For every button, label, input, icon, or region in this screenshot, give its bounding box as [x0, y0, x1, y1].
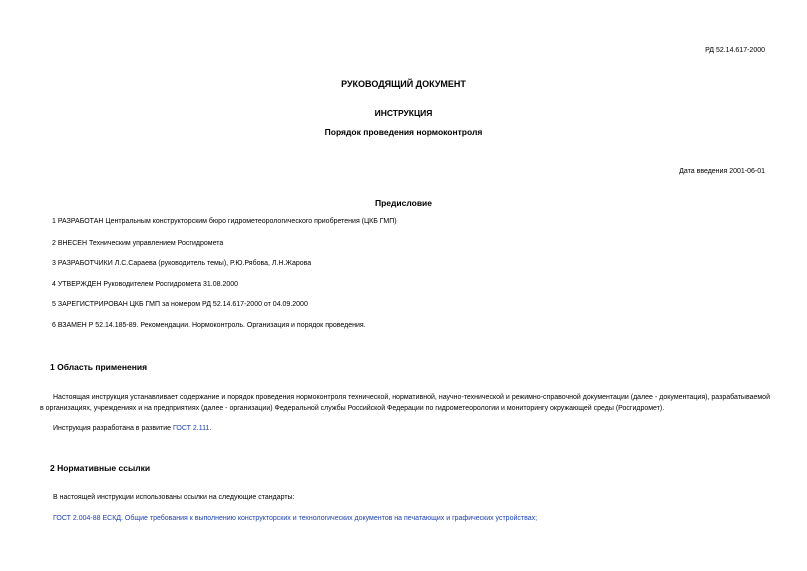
- section-1-paragraph: Настоящая инструкция устанавливает содержание и порядок проведения нормоконтроля технической, нормативной, научно-технической и режимно-справочной документации (далее - документация), разрабатываемой в организациях, учреждениях и на предприятиях (далее - организации) Федеральной службы Российской Федерации по гидрометеорологии и мониторингу окружающей среды (Росгидромет).: [40, 394, 770, 412]
- section-1-basis-paragraph: [40, 423, 770, 434]
- document-type-heading: РУКОВОДЯЩИЙ ДОКУМЕНТ: [341, 79, 466, 89]
- preface-item-3: 3 РАЗРАБОТЧИКИ Л.С.Сараева (руководитель темы), Р.Ю.Рябова, Л.Н.Жарова: [52, 260, 312, 267]
- preface-item-1: 1 РАЗРАБОТАН Центральным конструкторским бюро гидрометеорологического приобретения (ЦКБ ГМП): [52, 218, 397, 225]
- preface-heading: Предисловие: [374, 198, 433, 208]
- section-2-heading: 2 Нормативные ссылки: [50, 463, 151, 473]
- document-title: Порядок проведения нормоконтроля: [324, 127, 483, 137]
- basis-suffix: .: [209, 425, 212, 432]
- gost-2-111-link[interactable]: ГОСТ 2.111: [172, 425, 210, 432]
- introduction-date: Дата введения 2001-06-01: [679, 168, 765, 175]
- instruction-heading: ИНСТРУКЦИЯ: [374, 108, 433, 118]
- preface-item-2: 2 ВНЕСЕН Техническим управлением Росгидромета: [52, 240, 224, 247]
- reference-item-1: [40, 513, 770, 524]
- gost-2-004-88-link[interactable]: ГОСТ 2.004-88 ЕСКД. Общие требования к выполнению конструкторских и технологических документов на печатающих и графических устройствах;: [53, 515, 538, 522]
- preface-item-4: 4 УТВЕРЖДЕН Руководителем Росгидромета 31.08.2000: [52, 281, 239, 288]
- section-1-heading: 1 Область применения: [50, 362, 148, 372]
- document-code: РД 52.14.617-2000: [705, 47, 765, 54]
- preface-item-5: 5 ЗАРЕГИСТРИРОВАН ЦКБ ГМП за номером РД 52.14.617-2000 от 04.09.2000: [52, 301, 308, 308]
- basis-text: Инструкция разработана в развитие: [53, 425, 173, 432]
- preface-item-6: 6 ВЗАМЕН Р 52.14.185-89. Рекомендации. Нормоконтроль. Организация и порядок проведения.: [52, 322, 366, 329]
- section-2-paragraph: В настоящей инструкции использованы ссылки на следующие стандарты:: [53, 494, 295, 501]
